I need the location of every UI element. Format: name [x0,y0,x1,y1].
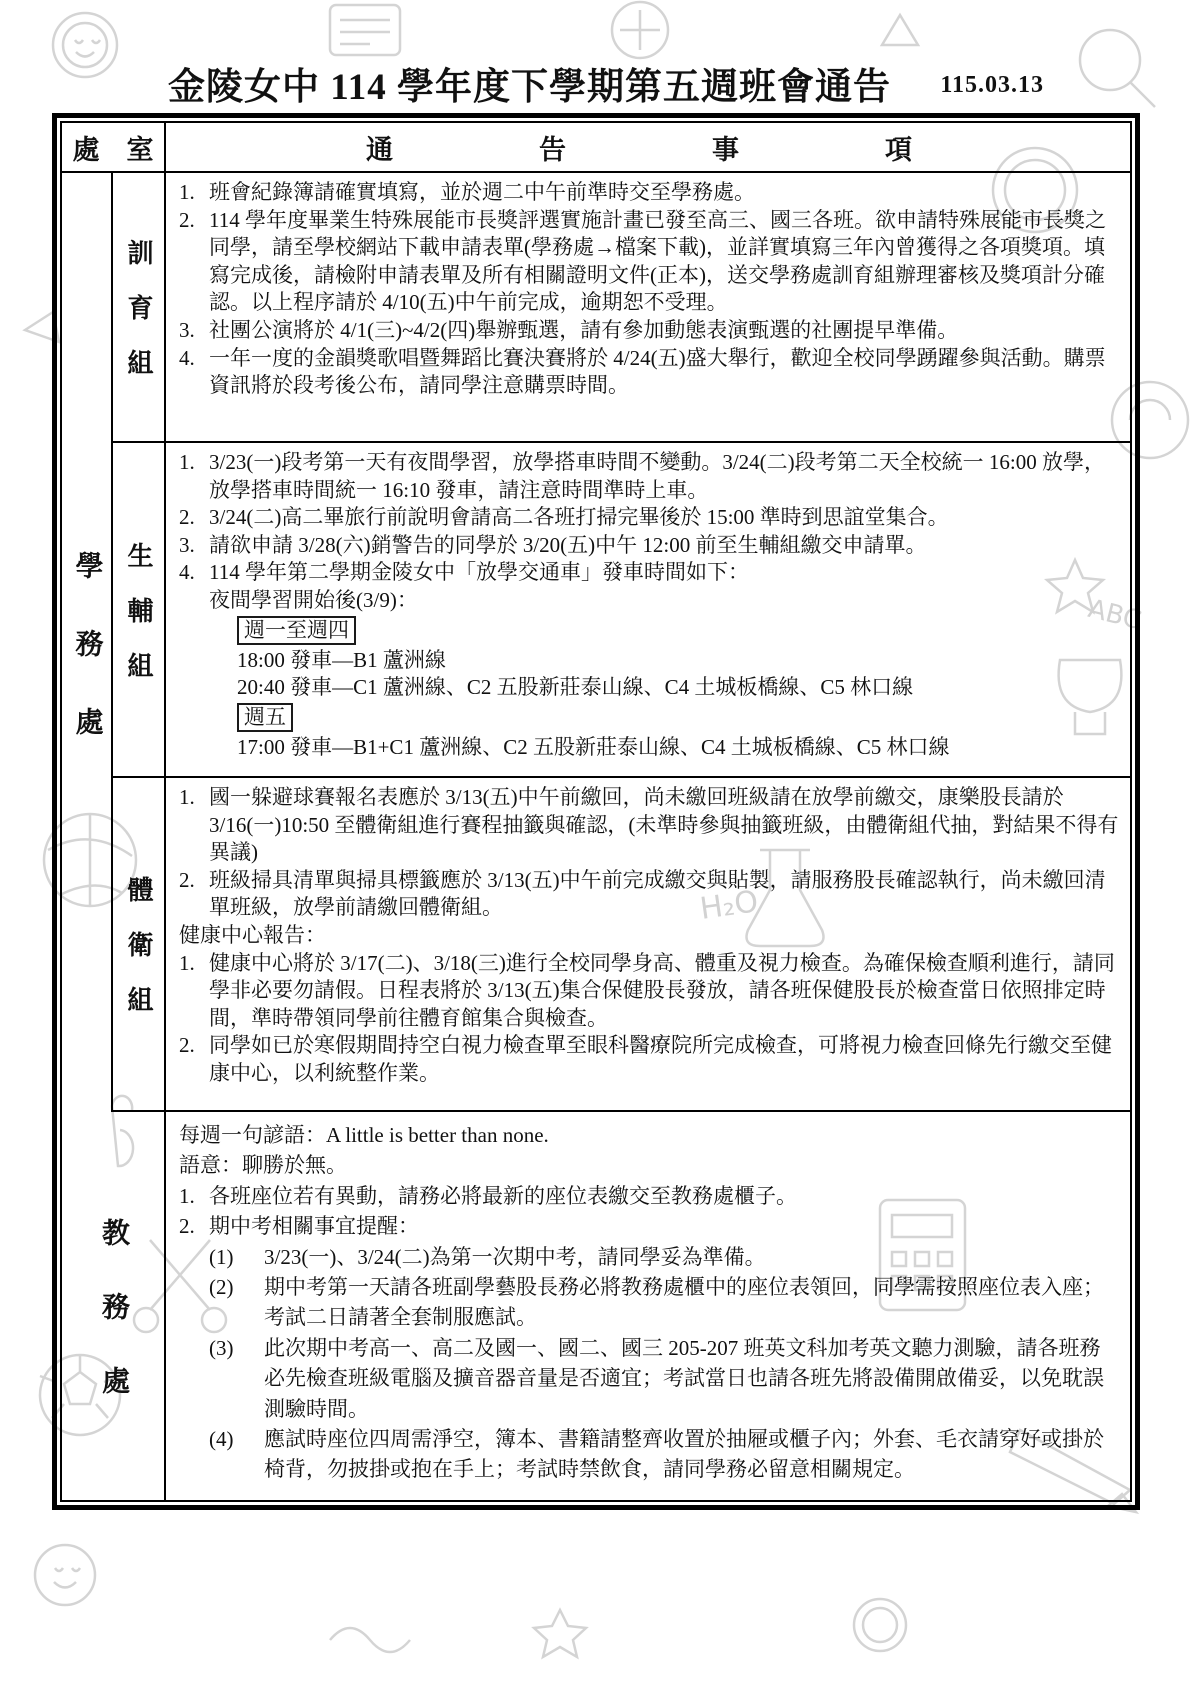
line-text: 健康中心報告： [179,922,326,947]
announcement-line [209,1333,1120,1424]
announcement-line [179,207,1120,317]
line-text: 班級掃具清單與掃具標籤應於 3/13(五)中午前完成繳交與貼製，請服務股長確認執行，尚未繳回清單班級，放學前請繳回體衛組。 [209,867,1106,920]
announcement-line [179,950,1120,1033]
line-number: 4. [179,345,195,370]
announcement-line [179,1150,1120,1180]
document-date: 115.03.13 [940,72,1044,98]
announcement-line [179,1032,1120,1087]
section-row-health-pe [113,778,1130,1112]
line-number: 1. [179,1183,195,1208]
student-affairs-office-rowgroup [62,173,1130,1112]
unit-label: 訓育組 [124,239,153,404]
line-text: 同學如已於寒假期間持空白視力檢查單至眼科醫療院所完成檢查，可將視力檢查回條先行繳交至健康中心，以利統整作業。 [209,1033,1112,1085]
office-subrows [113,173,1130,1112]
academic-affairs-office-row [62,1112,1130,1500]
line-text: 20:40 發車—C1 蘆洲線、C2 五股新莊泰山線、C4 土城板橋線、C5 林口線 [237,675,914,700]
announcement-table-inner [60,121,1132,1502]
office-label-cell [62,173,113,1112]
line-number: 3. [179,317,195,342]
line-number: 1. [179,180,195,204]
announcement-line [179,504,1120,532]
line-number: 1. [179,950,195,975]
line-number: 3. [179,532,195,557]
page-title: 金陵女中 114 學年度下學期第五週班會通告 [168,67,891,108]
line-text: 每週一句諺語：A little is better than none. [179,1123,549,1147]
line-number: 2. [179,1033,195,1058]
section-row-discipline [113,173,1130,443]
line-number: 1. [179,450,195,474]
line-text: 114 學年第二學期金陵女中「放學交通車」發車時間如下： [209,560,749,585]
line-text: 請欲申請 3/28(六)銷警告的同學於 3/20(五)中午 12:00 前至生輔組繳交申請單。 [209,532,927,557]
announcement-line [179,179,1120,207]
announcement-line [237,647,1120,675]
line-text: 週五 [237,703,293,732]
line-text: 各班座位若有異動，請務必將最新的座位表繳交至教務處櫃子。 [209,1183,797,1208]
header-items-char: 項 [885,134,912,165]
header-items-char: 告 [539,134,566,165]
line-text: 社團公演將於 4/1(三)~4/2(四)舉辦甄選，請有參加動態表演甄選的社團提早準備。 [209,317,959,342]
doodle-h2o-text: H₂O [697,884,761,927]
line-text: 應試時座位四周需淨空，簿本、書籍請整齊收置於抽屜或櫃子內；外套、毛衣請穿好或掛於椅背，勿披掛或抱在手上；考試時禁飲食，請同學務必留意相關規定。 [264,1427,1104,1482]
line-text: 17:00 發車—B1+C1 蘆洲線、C2 五股新莊泰山線、C4 土城板橋線、C5 林口線 [237,734,950,759]
announcement-line [209,1242,1120,1272]
line-number: 2. [179,505,195,530]
line-text: 健康中心將於 3/17(二)、3/18(三)進行全校同學身高、體重及視力檢查。為確保檢查順利進行，請同學非必要勿請假。日程表將於 3/13(五)集合保健股長發放，請各班保健股長於檢查當日依照排定時間，準時帶領同學前往體育館集合與檢查。 [209,950,1115,1030]
line-number: 2. [179,207,195,232]
announcement-line [179,317,1120,345]
line-number: 1. [179,785,195,809]
section-content [166,443,1130,776]
header-items-column [166,123,1130,171]
announcement-line [237,734,1120,762]
office-label-cell [62,1112,166,1500]
unit-label: 生輔組 [124,541,153,707]
announcement-table [52,113,1140,1510]
line-text: 3/24(二)高二畢旅行前說明會請高二各班打掃完畢後於 15:00 準時到思誼堂集合。 [209,505,949,530]
line-text: 期中考第一天請各班副學藝股長務必將教務處櫃中的座位表領回，同學需按照座位表入座；考試二日請著全套制服應試。 [264,1275,1104,1330]
announcement-line [179,1211,1120,1241]
announcement-line [179,449,1120,504]
section-content [166,173,1130,441]
line-text: 3/23(一)、3/24(二)為第一次期中考，請同學妥為準備。 [264,1244,766,1269]
section-content [166,778,1130,1110]
announcement-line [179,784,1120,867]
announcement-line [179,532,1120,560]
line-number: (3) [209,1335,234,1360]
line-number: (2) [209,1275,234,1300]
header-items-char: 事 [712,134,739,165]
office-label: 教務處 [98,1218,129,1440]
line-number: 2. [179,1214,195,1239]
doodle-abc-text: ABC [1085,593,1145,637]
announcement-line [179,345,1120,400]
header-items-char: 通 [366,134,393,165]
line-text: 114 學年度畢業生特殊展能市長獎評選實施計畫已發至高三、國三各班。欲申請特殊展能市長獎之同學，請至學校網站下載申請表單(學務處→檔案下載)，並詳實填寫三年內曾獲得之各項獎項。填寫完成後，請檢附申請表單及所有相關證明文件(正本)，送交學務處訓育組辦理審核及獎項計分確認。以上程序請於 4/10(五)中午前完成，逾期恕不受理。 [209,207,1106,315]
line-text: 18:00 發車—B1 蘆洲線 [237,647,446,672]
unit-label-cell [113,443,166,776]
announcement-line [237,615,1120,647]
line-number: 4. [179,560,195,585]
announcement-line [179,922,1120,950]
line-text: 3/23(一)段考第一天有夜間學習，放學搭車時間不變動。3/24(二)段考第二天全校統一 16:00 放學，放學搭車時間統一 16:10 發車，請注意時間準時上車。 [209,450,1105,502]
announcement-line [179,867,1120,922]
line-text: 班會紀錄簿請確實填寫，並於週二中午前準時交至學務處。 [209,180,755,204]
announcement-line [237,674,1120,702]
announcement-line [179,559,1120,587]
line-text: 週一至週四 [237,616,356,645]
office-label: 學務處 [71,550,103,785]
announcement-line [209,587,1120,615]
document-header [52,56,1140,110]
announcement-line [237,702,1120,734]
section-row-guidance [113,443,1130,778]
line-text: 期中考相關事宜提醒： [209,1214,419,1239]
line-text: 此次期中考高一、高二及國一、國二、國三 205-207 班英文科加考英文聽力測驗，請各班務必先檢查班級電腦及擴音器音量是否適宜；考試當日也請各班先將設備開啟備妥，以免耽誤測驗時間。 [264,1335,1104,1421]
line-text: 夜間學習開始後(3/9)： [209,587,418,612]
line-number: (4) [209,1427,234,1452]
line-number: (1) [209,1244,234,1269]
line-text: 國一躲避球賽報名表應於 3/13(五)中午前繳回，尚未繳回班級請在放學前繳交，康樂股長請於 3/16(一)10:50 至體衛組進行賽程抽籤與確認，(未準時參與抽籤班級，由體衛組代抽，對結果不得有異議) [209,785,1119,865]
header-office-column: 處 室 [62,123,166,171]
announcement-line [209,1272,1120,1333]
line-number: 2. [179,867,195,892]
section-content [166,1112,1130,1500]
announcement-line [179,1120,1120,1150]
table-header-row [62,123,1130,173]
line-text: 語意：聊勝於無。 [179,1153,347,1178]
unit-label-cell [113,778,166,1110]
announcement-line [209,1424,1120,1485]
announcement-line [179,1181,1120,1211]
unit-label: 體衛組 [124,876,153,1041]
line-text: 一年一度的金韻獎歌唱暨舞蹈比賽決賽將於 4/24(五)盛大舉行，歡迎全校同學踴躍參與活動。購票資訊將於段考後公布，請同學注意購票時間。 [209,345,1106,398]
unit-label-cell [113,173,166,441]
